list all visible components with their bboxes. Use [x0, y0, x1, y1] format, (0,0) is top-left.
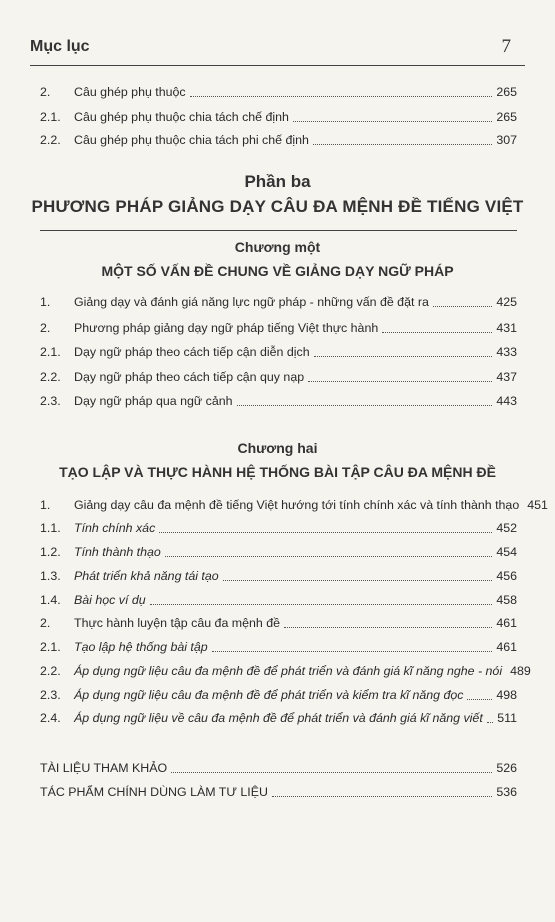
toc-entry — [40, 590, 517, 610]
entry-page: 437 — [496, 370, 517, 384]
entry-text: Tính chính xác — [74, 521, 156, 535]
entry-page: 456 — [496, 569, 517, 583]
entry-page: 458 — [496, 593, 517, 607]
toc-entry — [40, 661, 531, 681]
entry-page: 443 — [496, 394, 517, 408]
entry-page: 425 — [496, 295, 517, 309]
entry-number: 2.2. — [40, 664, 61, 678]
entry-page: 431 — [496, 321, 517, 335]
entry-number: 1. — [40, 295, 51, 309]
toc-entry — [40, 318, 517, 338]
entry-page: 452 — [496, 521, 517, 535]
entry-page: 526 — [496, 761, 517, 775]
entry-page: 265 — [496, 110, 517, 124]
entry-page: 489 — [510, 664, 531, 678]
chapter1-label: Chương một — [234, 239, 321, 255]
toc-entry — [40, 292, 517, 312]
toc-entry-source-works — [40, 782, 517, 802]
entry-text: Áp dụng ngữ liệu câu đa mệnh đề để phát triển và kiểm tra kĩ năng đọc — [74, 688, 464, 702]
toc-entry-references — [40, 758, 517, 778]
toc-entry — [40, 518, 517, 538]
entry-text: Áp dụng ngữ liệu câu đa mệnh đề để phát triển và đánh giá kĩ năng nghe - nói — [74, 664, 503, 678]
entry-text: Câu ghép phụ thuộc chia tách chế định — [74, 110, 289, 124]
chapter1-title: MỘT SỐ VẤN ĐỀ CHUNG VỀ GIẢNG DẠY NGỮ PHÁP — [101, 263, 454, 279]
entry-text: Giảng dạy câu đa mệnh đề tiếng Việt hướng tới tính chính xác và tính thành thạo — [74, 498, 520, 512]
page-header — [30, 36, 525, 66]
entry-number: 1.4. — [40, 593, 61, 607]
entry-number: 2.4. — [40, 711, 61, 725]
entry-page: 451 — [527, 498, 548, 512]
toc-entry — [40, 542, 517, 562]
entry-text: Câu ghép phụ thuộc — [74, 85, 186, 99]
entry-number: 1.1. — [40, 521, 61, 535]
entry-number: 2. — [40, 616, 51, 630]
toc-entry — [40, 566, 517, 586]
entry-text: Dạy ngữ pháp qua ngữ cảnh — [74, 394, 233, 408]
toc-entry — [40, 613, 517, 633]
entry-number: 2.3. — [40, 394, 61, 408]
entry-text: Bài học ví dụ — [74, 593, 146, 607]
entry-number: 2.2. — [40, 370, 61, 384]
entry-number: 2. — [40, 321, 51, 335]
entry-text: Dạy ngữ pháp theo cách tiếp cận quy nạp — [74, 370, 305, 384]
entry-number: 2.1. — [40, 345, 61, 359]
toc-entry — [40, 82, 517, 102]
running-title: Mục lục — [30, 38, 90, 55]
page-number: 7 — [501, 36, 511, 57]
header-rule — [30, 65, 525, 66]
entry-page: 461 — [496, 640, 517, 654]
entry-page: 307 — [496, 133, 517, 147]
entry-text: TÀI LIỆU THAM KHẢO — [40, 761, 168, 775]
chapter2-label: Chương hai — [237, 440, 318, 456]
entry-page: 265 — [496, 85, 517, 99]
entry-text: Dạy ngữ pháp theo cách tiếp cận diễn dịch — [74, 345, 310, 359]
entry-page: 511 — [497, 711, 517, 725]
toc-entry — [40, 685, 517, 705]
entry-number: 2.1. — [40, 640, 61, 654]
toc-entry — [40, 495, 548, 515]
entry-page: 498 — [496, 688, 517, 702]
part-label: Phần ba — [244, 172, 311, 191]
entry-text: Thực hành luyện tập câu đa mệnh đề — [74, 616, 280, 630]
part-rule — [40, 230, 517, 231]
entry-number: 1. — [40, 498, 51, 512]
entry-number: 2.3. — [40, 688, 61, 702]
toc-entry — [40, 708, 517, 728]
toc-entry — [40, 130, 517, 150]
entry-page: 433 — [496, 345, 517, 359]
entry-text: TÁC PHẨM CHÍNH DÙNG LÀM TƯ LIỆU — [40, 785, 268, 799]
entry-text: Giảng dạy và đánh giá năng lực ngữ pháp - những vấn đề đặt ra — [74, 295, 429, 309]
entry-number: 2.2. — [40, 133, 61, 147]
entry-page: 461 — [496, 616, 517, 630]
chapter2-title: TẠO LẬP VÀ THỰC HÀNH HỆ THỐNG BÀI TẬP CÂU ĐA MỆNH ĐỀ — [59, 464, 496, 480]
entry-text: Phương pháp giảng dạy ngữ pháp tiếng Việt thực hành — [74, 321, 379, 335]
toc-entry — [40, 637, 517, 657]
entry-text: Áp dụng ngữ liệu về câu đa mệnh đề để phát triển và đánh giá kĩ năng viết — [74, 711, 483, 725]
toc-entry — [40, 107, 517, 127]
entry-text: Phát triển khả năng tái tạo — [74, 569, 219, 583]
entry-number: 2. — [40, 85, 51, 99]
toc-entry — [40, 391, 517, 411]
toc-entry — [40, 367, 517, 387]
entry-text: Câu ghép phụ thuộc chia tách phi chế định — [74, 133, 309, 147]
entry-number: 2.1. — [40, 110, 61, 124]
entry-page: 454 — [496, 545, 517, 559]
entry-number: 1.3. — [40, 569, 61, 583]
entry-page: 536 — [496, 785, 517, 799]
toc-entry — [40, 342, 517, 362]
entry-number: 1.2. — [40, 545, 61, 559]
entry-text: Tính thành thạo — [74, 545, 161, 559]
part-title: PHƯƠNG PHÁP GIẢNG DẠY CÂU ĐA MỆNH ĐỀ TIẾNG VIỆT — [31, 197, 524, 216]
entry-text: Tạo lập hệ thống bài tập — [74, 640, 208, 654]
